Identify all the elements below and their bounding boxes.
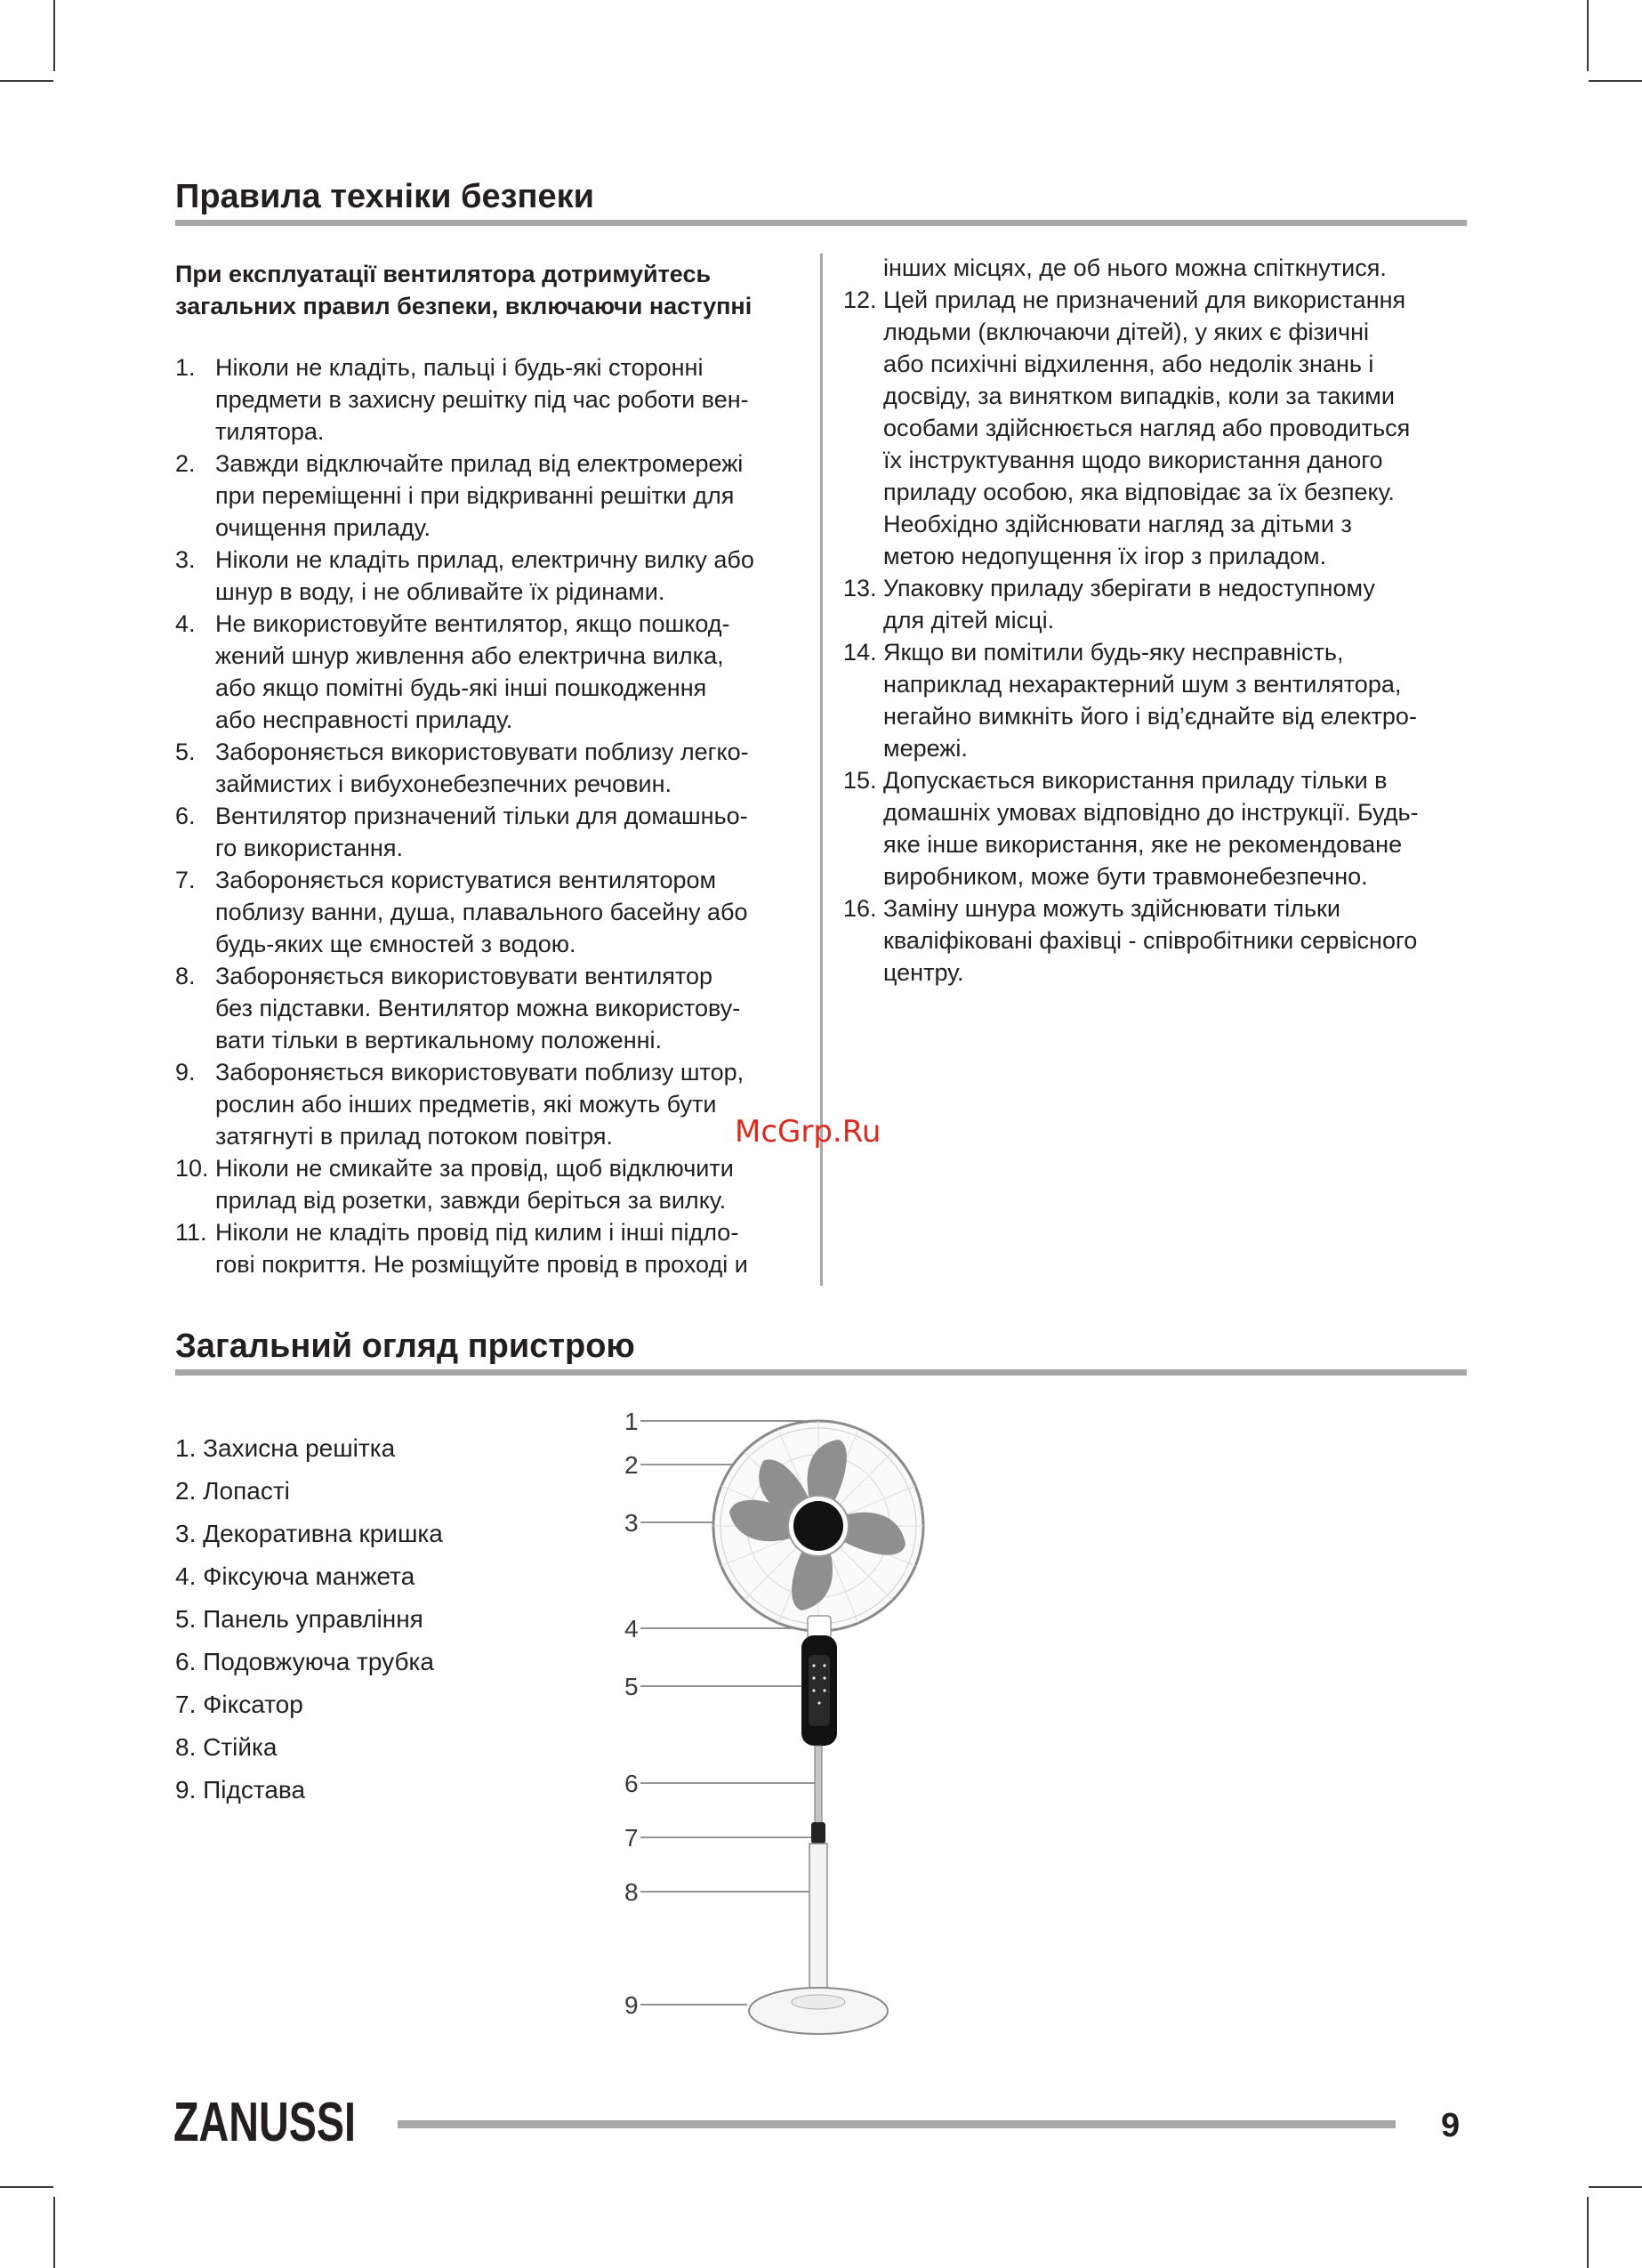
rule-number: 4. <box>175 610 196 637</box>
rule-text-line: кваліфіковані фахівці - співробітники сервісного <box>883 927 1418 954</box>
rule-text-line: Завжди відключайте прилад від електромережі <box>215 450 744 477</box>
rule-text-line: Забороняється використовувати поблизу штор, <box>215 1059 745 1086</box>
rule-text-line: досвіду, за винятком випадків, коли за такими <box>883 383 1395 409</box>
crop-mark <box>53 2197 55 2268</box>
part-item: 2. Лопасті <box>175 1477 290 1505</box>
part-item: 8. Стійка <box>175 1733 278 1761</box>
rule-text-line: Забороняється використовувати поблизу легко- <box>215 739 749 765</box>
safety-rule <box>175 960 802 1056</box>
callout-7: 7 <box>624 1824 639 1852</box>
safety-rule <box>843 572 1470 636</box>
overview-title-rule <box>175 1369 1467 1376</box>
rule-text-line: приладу особою, яка відповідає за їх безпеку. <box>883 479 1395 505</box>
extension-tube <box>815 1746 822 1824</box>
rule-number: 13. <box>843 575 877 601</box>
rule-number: 12. <box>843 287 877 313</box>
rule-text-line: очищення приладу. <box>215 514 431 541</box>
rule-number: 3. <box>175 546 196 573</box>
rule-number: 1. <box>175 354 196 381</box>
rule-text-line: метою недопущення їх ігор з приладом. <box>883 543 1327 569</box>
rule-text-line: домашніх умовах відповідно до інструкції. Будь- <box>883 799 1419 826</box>
safety-title-rule <box>175 220 1467 226</box>
watermark: McGrp.Ru <box>735 1114 881 1150</box>
crop-mark <box>1587 0 1589 71</box>
rule-text-line: го використання. <box>215 835 403 861</box>
rule-number: 16. <box>843 895 877 922</box>
crop-mark <box>1589 2186 1642 2188</box>
rule-text-line: Не використовуйте вентилятор, якщо пошкод- <box>215 610 730 637</box>
safety-rule <box>175 1216 802 1280</box>
safety-rule <box>175 800 802 864</box>
part-item: 1. Захисна решітка <box>175 1434 396 1462</box>
safety-rule <box>175 1056 802 1152</box>
rule-text-line: займистих і вибухонебезпечних речовин. <box>215 771 672 797</box>
footer-rule <box>398 2120 1396 2128</box>
rule-text-line: рослин або інших предметів, які можуть бути <box>215 1091 717 1118</box>
rule-text-line: наприклад нехарактерний шум з вентилятора, <box>883 671 1402 698</box>
rule-number: 8. <box>175 963 196 989</box>
rule-number: 7. <box>175 867 196 893</box>
rule-text-line: затягнуті в прилад потоком повітря. <box>215 1123 614 1150</box>
rule-text-line: або якщо помітні будь-які інші пошкодження <box>215 674 707 701</box>
rule-text-line: або несправності приладу. <box>215 706 513 733</box>
rule-text-line: людьми (включаючи дітей), у яких є фізичні <box>883 319 1369 345</box>
overview-title: Загальний огляд пристрою <box>175 1328 635 1365</box>
rule-text-line: Допускається використання приладу тільки в <box>883 767 1388 794</box>
rule-text-line: Заміну шнура можуть здійснювати тільки <box>883 895 1340 922</box>
rule-text-line: прилад від розетки, завжди беріться за вилку. <box>215 1187 727 1214</box>
rule-text-line: жений шнур живлення або електрична вилка, <box>215 642 724 669</box>
rule-text-line: центру. <box>883 959 964 986</box>
rule-number: 15. <box>843 767 877 794</box>
rule-number: 9. <box>175 1059 196 1086</box>
crop-mark <box>1587 2197 1589 2268</box>
rule-text-line: негайно вимкніть його і від’єднайте від електро- <box>883 703 1417 730</box>
rule-number: 14. <box>843 639 877 666</box>
rule-text-line: предмети в захисну решітку під час роботи вен- <box>215 386 749 413</box>
rule-text-line: шнур в воду, і не обливайте їх рідинами. <box>215 578 665 605</box>
safety-intro: При експлуатації вентилятора дотримуйтесь загальних правил безпеки, включаючи наступні <box>175 261 753 319</box>
rule-number: 6. <box>175 803 196 829</box>
crop-mark <box>0 2186 53 2188</box>
decorative-cover <box>793 1501 843 1551</box>
safety-rule <box>843 636 1470 764</box>
rule-text-line: без підставки. Вентилятор можна використову- <box>215 995 741 1021</box>
part-item: 4. Фіксуюча манжета <box>175 1562 415 1590</box>
rule-number: 11. <box>175 1219 207 1246</box>
rule-text-line: при переміщенні і при відкриванні решітки для <box>215 482 735 509</box>
rule-text-line: Необхідно здійснювати нагляд за дітьми з <box>883 511 1352 537</box>
safety-right-column <box>843 252 1470 989</box>
safety-left-column <box>175 258 802 1280</box>
part-item: 7. Фіксатор <box>175 1691 303 1718</box>
callout-4: 4 <box>624 1615 639 1642</box>
rule-text-line: поблизу ванни, душа, плавального басейну або <box>215 899 748 925</box>
safety-rule <box>175 1152 802 1216</box>
rule-text-line: яке інше використання, яке не рекомендоване <box>883 831 1403 858</box>
rule-text-line: Вентилятор призначений тільки для домашньо- <box>215 803 748 829</box>
rule-text-line: їх інструктування щодо використання даного <box>883 447 1383 473</box>
rule-text-line: Якщо ви помітили будь-яку несправність, <box>883 639 1344 666</box>
rule-text-line: гові покриття. Не розміщуйте провід в проході и <box>215 1251 748 1278</box>
rule-text-line: для дітей місці. <box>883 607 1055 634</box>
base-hub <box>792 1995 845 2009</box>
rule-number: 5. <box>175 739 196 765</box>
callout-9: 9 <box>624 1991 639 2019</box>
callout-8: 8 <box>624 1878 639 1906</box>
part-item: 6. Подовжуюча трубка <box>175 1648 434 1675</box>
crop-mark <box>1589 80 1642 82</box>
safety-rules-list-left <box>175 351 802 1280</box>
lock-clamp <box>811 1822 825 1844</box>
safety-rule <box>175 544 802 608</box>
rule-11-continuation: інших місцях, де об нього можна спіткнутися. <box>883 254 1387 281</box>
control-panel <box>801 1635 837 1746</box>
part-item: 3. Декоративна кришка <box>175 1520 443 1547</box>
rule-number: 2. <box>175 450 196 477</box>
callout-numbers <box>624 1408 639 2019</box>
rule-text-line: тилятора. <box>215 418 325 445</box>
fan-head <box>713 1421 923 1631</box>
callout-5: 5 <box>624 1673 639 1700</box>
rule-text-line: Цей прилад не призначений для використання <box>883 287 1406 313</box>
crop-mark <box>53 0 55 71</box>
rule-text-line: Забороняється використовувати вентилятор <box>215 963 712 989</box>
rule-text-line: мережі. <box>883 735 968 762</box>
crop-mark <box>0 80 53 82</box>
callout-1: 1 <box>624 1408 639 1435</box>
rule-text-line: Ніколи не кладіть прилад, електричну вилку або <box>215 546 754 573</box>
rule-number: 10. <box>175 1155 209 1182</box>
safety-rule <box>843 284 1470 572</box>
rule-text-line: Ніколи не кладіть, пальці і будь-які сторонні <box>215 354 704 381</box>
fan-diagram <box>605 1397 978 2055</box>
safety-rule <box>843 892 1470 989</box>
rule-text-line: Ніколи не смикайте за провід, щоб відключити <box>215 1155 734 1182</box>
safety-rule <box>175 864 802 960</box>
rule-text-line: виробником, може бути травмонебезпечно. <box>883 863 1368 890</box>
part-item: 9. Підстава <box>175 1776 306 1804</box>
parts-list <box>175 1427 443 1812</box>
safety-rules-list-right <box>843 284 1470 989</box>
zanussi-logo <box>173 2094 360 2152</box>
part-item: 5. Панель управління <box>175 1605 423 1633</box>
rule-text-line: будь-яких ще ємностей з водою. <box>215 931 576 957</box>
brand-wordmark: ZANUSSI <box>173 2092 356 2153</box>
rule-text-line: Ніколи не кладіть провід під килим і інші підло- <box>215 1219 739 1246</box>
page-number: 9 <box>1441 2107 1461 2144</box>
stand-pole <box>809 1844 827 2000</box>
callout-3: 3 <box>624 1509 639 1537</box>
callout-6: 6 <box>624 1770 639 1797</box>
callout-2: 2 <box>624 1451 639 1479</box>
control-panel-display <box>809 1655 830 1726</box>
safety-rule <box>843 764 1470 892</box>
safety-rule <box>175 448 802 544</box>
rule-text-line: або психічні відхилення, або недолік знань і <box>883 351 1374 377</box>
safety-rule <box>175 736 802 800</box>
rule-text-line: особами здійснюється нагляд або проводиться <box>883 415 1411 441</box>
safety-rule <box>175 351 802 448</box>
rule-text-line: Упаковку приладу зберігати в недоступному <box>883 575 1375 601</box>
rule-text-line: вати тільки в вертикальному положенні. <box>215 1027 663 1053</box>
safety-title: Правила техніки безпеки <box>175 178 594 215</box>
rule-text-line: Забороняється користуватися вентилятором <box>215 867 717 893</box>
safety-rule <box>175 608 802 736</box>
